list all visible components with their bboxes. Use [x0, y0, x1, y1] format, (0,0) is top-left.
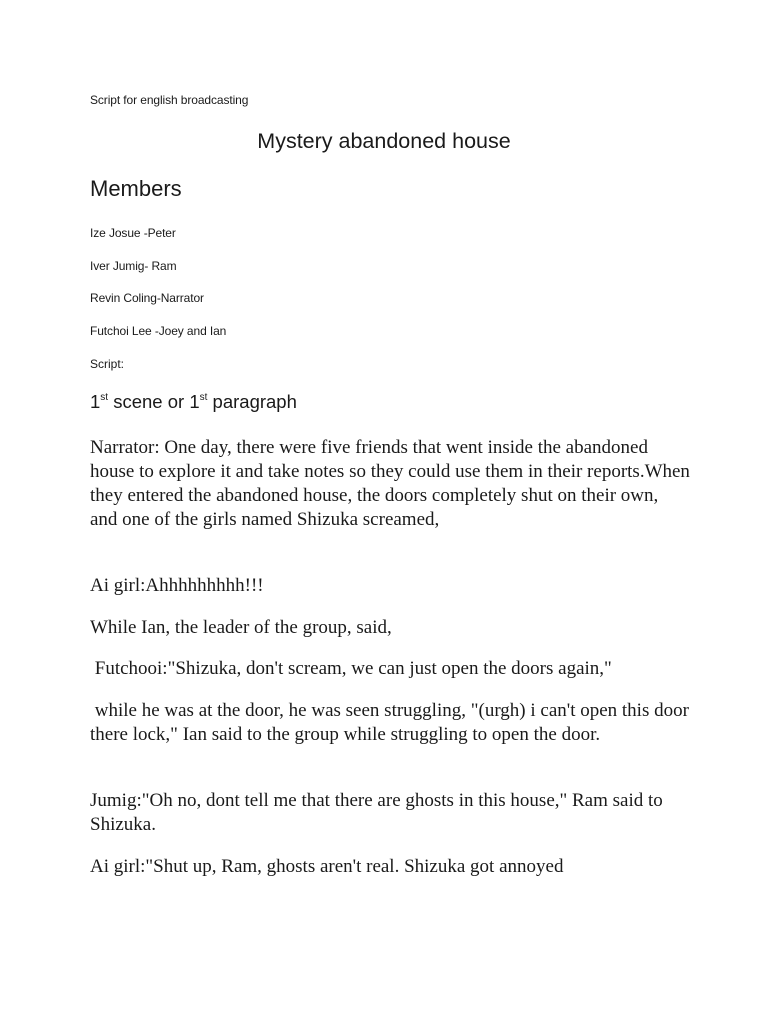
document-title: Mystery abandoned house — [257, 129, 511, 153]
paragraph-ordinal-suffix: st — [199, 392, 208, 403]
scene-heading — [90, 391, 297, 413]
member-item: Revin Coling-Narrator — [90, 291, 204, 305]
scene-heading-tail: paragraph — [207, 391, 297, 412]
document-header-label: Script for english broadcasting — [90, 93, 249, 107]
member-item: Futchoi Lee -Joey and Ian — [90, 324, 227, 338]
member-item: Ize Josue -Peter — [90, 226, 176, 240]
dialogue-ai-girl-1: Ai girl:Ahhhhhhhhh!!! — [90, 575, 264, 596]
narration-ian-intro: While Ian, the leader of the group, said, — [90, 617, 392, 638]
dialogue-ai-girl-2: Ai girl:"Shut up, Ram, ghosts aren't real. Shizuka got annoyed — [90, 856, 564, 877]
member-item: Iver Jumig- Ram — [90, 259, 177, 273]
dialogue-futchooi: Futchooi:"Shizuka, don't scream, we can just open the doors again," — [90, 658, 612, 679]
script-label: Script: — [90, 357, 125, 371]
scene-ordinal-suffix: st — [100, 392, 109, 403]
dialogue-jumig: Jumig:"Oh no, dont tell me that there are ghosts in this house," Ram said to Shizuka. — [90, 790, 663, 835]
narrator-paragraph: Narrator: One day, there were five friends that went inside the abandoned house to explore it and take notes so they could use them in their reports.When they entered the abandoned house, the doors completely shut on their own, and one of the girls named Shizuka screamed, — [90, 437, 690, 530]
members-heading: Members — [90, 176, 182, 201]
narration-door-struggle: while he was at the door, he was seen struggling, "(urgh) i can't open this door there lock," Ian said to the group while struggling to open the door. — [90, 700, 694, 745]
scene-number: 1 — [90, 391, 101, 412]
scene-heading-middle: scene or — [108, 391, 190, 412]
paragraph-number: 1 — [189, 391, 200, 412]
